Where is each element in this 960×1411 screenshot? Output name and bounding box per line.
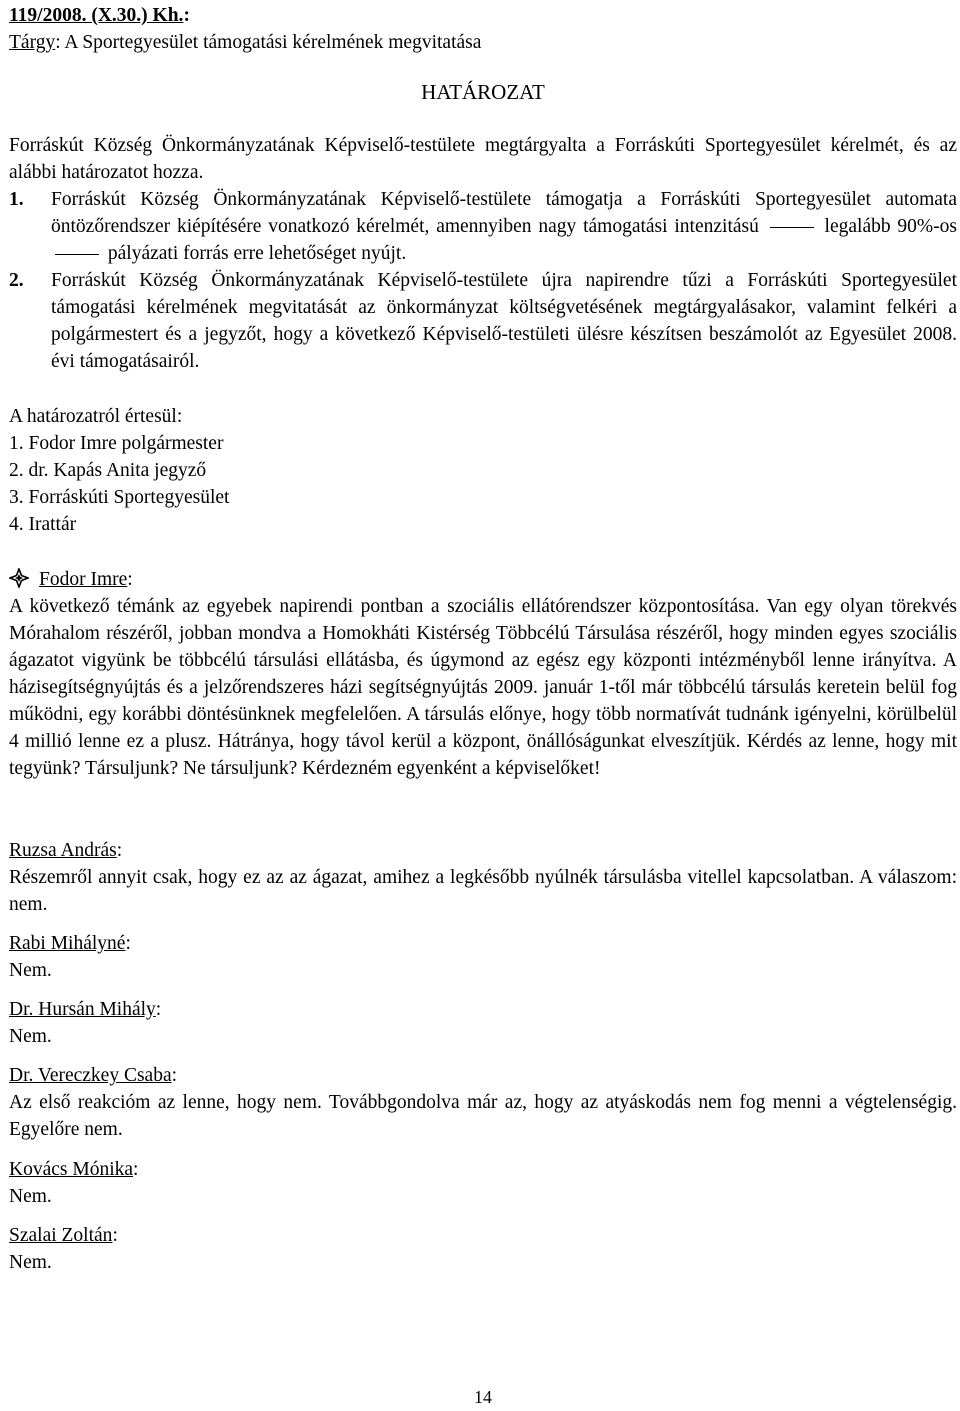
speaker-name: Fodor Imre xyxy=(39,569,128,590)
recipients xyxy=(9,403,957,538)
decision-item-text: Forráskút Község Önkormányzatának Képviselő-testülete újra napirendre tűzi a Forráskúti Sportegyesület támogatási kérelmének megvitatását az önkormányzat költségvetésének megtárgyalásakor, valamint felkéri a polgármestert és a jegyzőt, hogy a következő Képviselő-testületi ülésre készítsen beszámolót az Egyesület 2008. évi támogatásairól. xyxy=(51,270,957,372)
speaker-line: Ruzsa András: xyxy=(9,840,123,861)
subject-line xyxy=(9,29,481,56)
recipients-label: A határozatról értesül: xyxy=(9,406,183,427)
decision-title: HATÁROZAT xyxy=(421,80,545,104)
speech-rabi-mihalyne xyxy=(9,930,957,984)
speech-text: Részemről annyit csak, hogy ez az az ágazat, amihez a legkésőbb nyúlnék társulásba vitellel kapcsolatban. A válaszom: nem. xyxy=(9,867,957,915)
speaker-name: Szalai Zoltán xyxy=(9,1225,113,1246)
recipient-item: 4. Irattár xyxy=(9,514,77,535)
speech-szalai-zoltan xyxy=(9,1222,957,1276)
speech-vereczkey-csaba xyxy=(9,1062,957,1143)
decision-item-text: Forráskút Község Önkormányzatának Képviselő-testülete támogatja a Forráskúti Sportegyesület automata öntözőrendszer kiépítésére vonatkozó kérelmét, amennyiben nagy támogatási intenzitású legalább 90%-os pályázati forrás erre lehetőséget nyújt. xyxy=(51,189,958,264)
decision-item-number: 1. xyxy=(9,189,24,210)
speech-text: Nem. xyxy=(9,1186,52,1207)
recipient-item: 2. dr. Kapás Anita jegyző xyxy=(9,460,207,481)
speaker-line: Szalai Zoltán: xyxy=(9,1225,118,1246)
decision-intro: Forráskút Község Önkormányzatának Képviselő-testülete megtárgyalta a Forráskúti Sportegyesület kérelmét, és az alábbi határozatot hozza. xyxy=(9,135,957,183)
dash xyxy=(55,254,99,255)
decision-item-1 xyxy=(9,186,957,267)
speech-text: Nem. xyxy=(9,960,52,981)
speaker-line: Fodor Imre: xyxy=(9,566,957,593)
decision-item-number: 2. xyxy=(9,270,24,291)
speaker-name: Rabi Mihályné xyxy=(9,933,126,954)
speech-ruzsa-andras xyxy=(9,837,957,918)
recipient-item: 1. Fodor Imre polgármester xyxy=(9,433,224,454)
speech-text: Nem. xyxy=(9,1026,52,1047)
decision-item-2 xyxy=(9,267,957,375)
page-number: 14 xyxy=(474,1387,492,1407)
speaker-line: Kovács Mónika: xyxy=(9,1159,139,1180)
speech-hursan-mihaly xyxy=(9,996,957,1050)
speech-text: Az első reakcióm az lenne, hogy nem. Továbbgondolva már az, hogy az atyáskodás nem fog menni a végtelenségig. Egyelőre nem. xyxy=(9,1092,957,1140)
subject-text: : A Sportegyesület támogatási kérelmének megvitatása xyxy=(55,32,482,53)
speaker-line: Rabi Mihályné: xyxy=(9,933,131,954)
resolution-number-line: 119/2008. (X.30.) Kh.: xyxy=(9,5,190,26)
resolution-number: 119/2008. (X.30.) Kh. xyxy=(9,5,184,26)
speech-kovacs-monika xyxy=(9,1156,957,1210)
speech-fodor-imre xyxy=(9,566,957,782)
recipient-item: 3. Forráskúti Sportegyesület xyxy=(9,487,230,508)
diamond-bullet-icon xyxy=(9,568,29,588)
speech-text: Nem. xyxy=(9,1252,52,1273)
speech-text: A következő témánk az egyebek napirendi pontban a szociális ellátórendszer központosítása. Van egy olyan törekvés Mórahalom részéről, jobban mondva a Homokháti Kistérség Többcélú Társulása részéről, hogy minden egyes szociális ágazatot vigyünk be többcélú társulási ellátásba, és úgymond az egész egy központi intézményből lenne irányítva. A házisegítségnyújtás és a jelzőrendszeres házi segítségnyújtás 2009. január 1-től már többcélú társulás keretein belül fog működni, egy korábbi döntésünknek megfelelően. A társulás előnye, hogy több normatívát tudnánk igényelni, körülbelül 4 millió lenne ez a plusz. Hátránya, hogy távol kerül a központ, önállóságunkat elveszítjük. Kérdés az lenne, hogy mit tegyünk? Társuljunk? Ne társuljunk? Kérdezném egyenként a képviselőket! xyxy=(9,596,957,779)
resolution-header xyxy=(9,2,481,56)
speaker-name: Kovács Mónika xyxy=(9,1159,134,1180)
speaker-line: Dr. Hursán Mihály: xyxy=(9,999,162,1020)
speaker-line: Dr. Vereczkey Csaba: xyxy=(9,1065,178,1086)
subject-label: Tárgy xyxy=(9,32,56,53)
speaker-name: Dr. Hursán Mihály xyxy=(9,999,156,1020)
dash xyxy=(770,227,814,228)
speaker-name: Dr. Vereczkey Csaba xyxy=(9,1065,172,1086)
speaker-name: Ruzsa András xyxy=(9,840,117,861)
